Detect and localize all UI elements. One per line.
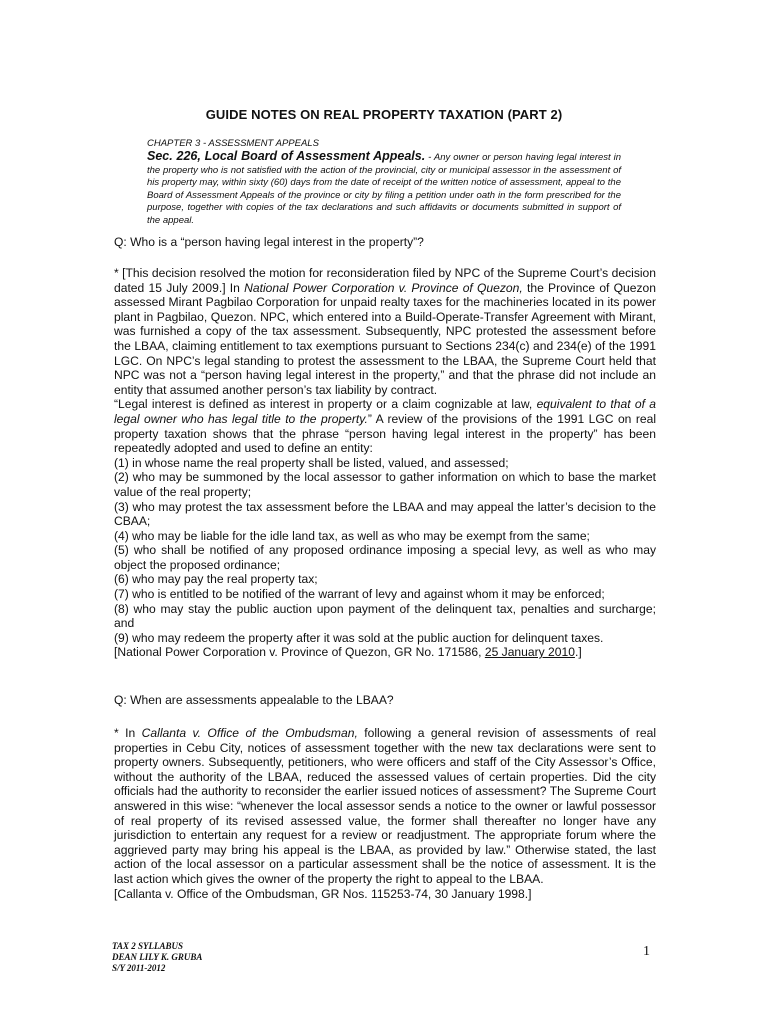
paragraph-text: the Province of Quezon assessed Mirant Pagbilao Corporation for unpaid realty taxes for the machineries located in its power plant in Pagbilao, Quezon. NPC, which entered into a Build-Operate-Transfer Agreement with Mirant, was furnished a copy of the tax assessment. Subsequently, NPC protested the assessment before the LBAA, claiming entitlement to tax exemptions pursuant to Sections 234(c) and 234(e) of the 1991 LGC. On NPC’s legal standing to protest the assessment to the LBAA, the Supreme Court held that NPC was not a “person having legal interest in the property,” and that the phrase did not include an entity that assumed another person’s tax liability by contract.: [114, 280, 657, 397]
chapter-heading: CHAPTER 3 - ASSESSMENT APPEALS: [147, 138, 319, 149]
list-item: (4) who may be liable for the idle land tax, as well as who may be exempt from the same;: [114, 528, 590, 543]
document-title: GUIDE NOTES ON REAL PROPERTY TAXATION (PART 2): [205, 107, 563, 122]
citation: [114, 645, 656, 660]
paragraph-legal-interest: [114, 397, 656, 455]
citation-text: [National Power Corporation v. Province of Quezon, GR No. 171586,: [114, 645, 485, 660]
citation-date: 25 January 2010: [484, 645, 575, 660]
paragraph-callanta-case: [114, 726, 656, 887]
footer-course: TAX 2 SYLLABUS: [112, 941, 184, 951]
list-item: (5) who shall be notified of any proposed ordinance imposing a special levy, as well as who may object the proposed ordinance;: [114, 543, 656, 572]
emphasis-text: equivalent to that of a legal owner who has legal title to the property.: [114, 397, 656, 426]
footer-block: [112, 941, 202, 974]
paragraph-text: “Legal interest is defined as interest in property or a claim cognizable at law,: [114, 397, 537, 412]
answer-1: [114, 266, 656, 660]
answer-2: [114, 726, 656, 901]
footer-author: DEAN LILY K. GRUBA: [112, 952, 203, 962]
citation: [Callanta v. Office of the Ombudsman, GR Nos. 115253-74, 30 January 1998.]: [114, 886, 532, 901]
list-item: (2) who may be summoned by the local assessor to gather information on which to base the market value of the real property;: [114, 470, 656, 499]
section-heading: Sec. 226, Local Board of Assessment Appeals.: [147, 149, 426, 163]
list-item: (1) in whose name the real property shall be listed, valued, and assessed;: [114, 455, 509, 470]
paragraph-text: following a general revision of assessments of real properties in Cebu City, notices of assessment together with the new tax declarations were sent to property owners. Subsequently, petitioners, who were officers and staff of the City Assessor’s Office, without the authority of the LBAA, reduced the assessed values of certain properties. Did the city officials had the authority to reconsider the earlier issued notices of assessment? The Supreme Court answered in this wise: “whenever the local assessor sends a notice to the owner or lawful possessor of real property of its revised assessed value, the former shall thereafter no longer have any jurisdiction to entertain any request for a review or readjustment. The appropriate forum where the aggrieved party may bring his appeal is the LBAA, as provided by law.” Otherwise stated, the last action of the local assessor on a particular assessment shall be the notice of assessment. It is the last action which gives the owner of the property the right to appeal to the LBAA.: [114, 726, 657, 886]
question-1: Q: Who is a “person having legal interest in the property”?: [114, 235, 424, 249]
paragraph-text: * [This decision resolved the motion for reconsideration filed by NPC of the Supreme Court’s decision dated 15 July 2009.] In: [114, 266, 656, 295]
case-name: Callanta v. Office of the Ombudsman,: [141, 726, 358, 740]
page-number: 1: [643, 944, 650, 959]
paragraph-npc-case: [114, 266, 656, 397]
section-text: - Any owner or person having legal interest in the property who is not satisfied with the action of the provincial, city or municipal assessor in the assessment of his property may, within sixty (60) days from the date of receipt of the written notice of assessment, appeal to the Board of Assessment Appeals of the province or city by filing a petition under oath in the form prescribed for the purpose, together with copies of the tax declarations and such affidavits or documents submitted in support of the appeal.: [147, 152, 622, 226]
section-quote: [147, 150, 621, 227]
list-item: (9) who may redeem the property after it was sold at the public auction for delinquent taxes.: [114, 630, 604, 645]
paragraph-text: * In: [114, 726, 142, 740]
list-item: (3) who may protest the tax assessment before the LBAA and may appeal the latter’s decision to the CBAA;: [114, 499, 656, 529]
question-2: Q: When are assessments appealable to the LBAA?: [114, 693, 394, 707]
footer-school-year: S/Y 2011-2012: [112, 963, 166, 973]
list-item: (6) who may pay the real property tax;: [114, 572, 318, 587]
case-name: National Power Corporation v. Province of Quezon,: [244, 280, 523, 295]
list-item: (7) who is entitled to be notified of the warrant of levy and against whom it may be enforced;: [114, 587, 605, 602]
list-item: (8) who may stay the public auction upon payment of the delinquent tax, penalties and surcharge; and: [114, 601, 656, 631]
citation-text: .]: [574, 645, 582, 660]
paragraph-text: ” A review of the provisions of the 1991 LGC on real property taxation shows that the phrase “person having legal interest in the property” has been repeatedly adopted and used to define an entity:: [114, 411, 657, 456]
